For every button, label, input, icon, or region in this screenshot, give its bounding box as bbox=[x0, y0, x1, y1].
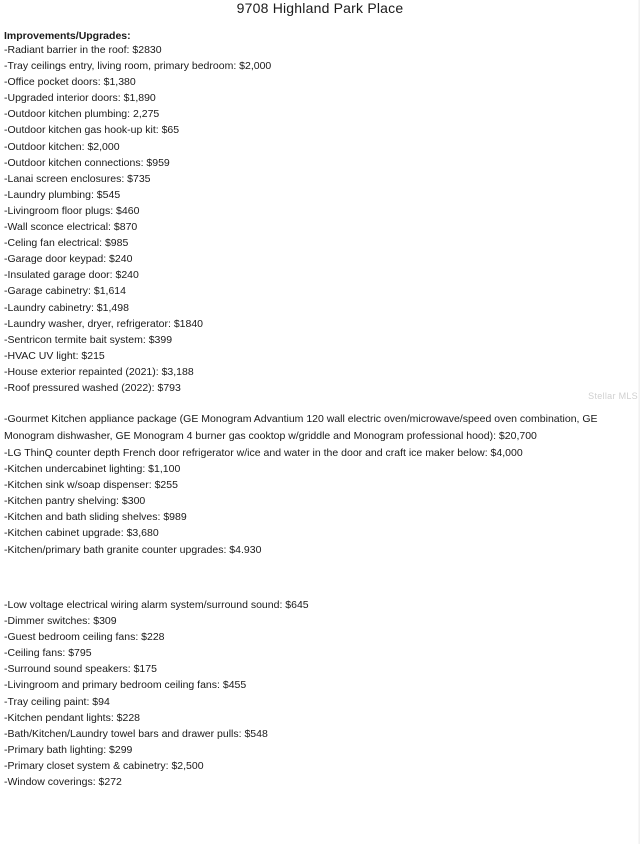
list-item: -Garage door keypad: $240 bbox=[4, 253, 133, 266]
list-item: -Kitchen sink w/soap dispenser: $255 bbox=[4, 479, 178, 492]
list-item: -House exterior repainted (2021): $3,188 bbox=[4, 365, 194, 378]
list-item: -Outdoor kitchen plumbing: 2,275 bbox=[4, 108, 160, 121]
improvements-list-general bbox=[4, 42, 271, 396]
list-item: -Kitchen cabinet upgrade: $3,680 bbox=[4, 527, 159, 540]
list-item: -Upgraded interior doors: $1,890 bbox=[4, 92, 156, 105]
list-item: -Dimmer switches: $309 bbox=[4, 615, 117, 628]
improvements-list-kitchen bbox=[4, 411, 604, 558]
list-item: -Kitchen pantry shelving: $300 bbox=[4, 495, 146, 508]
list-item: -Garage cabinetry: $1,614 bbox=[4, 285, 126, 298]
list-item: -Laundry washer, dryer, refrigerator: $1840 bbox=[4, 317, 204, 330]
list-item: -Primary bath lighting: $299 bbox=[4, 743, 133, 756]
list-item: -Guest bedroom ceiling fans: $228 bbox=[4, 631, 165, 644]
list-item: -Laundry plumbing: $545 bbox=[4, 188, 121, 201]
list-item: -Bath/Kitchen/Laundry towel bars and drawer pulls: $548 bbox=[4, 727, 268, 740]
list-item: -Livingroom and primary bedroom ceiling fans: $455 bbox=[4, 679, 247, 692]
list-item: -Insulated garage door: $240 bbox=[4, 269, 139, 282]
list-item: -Outdoor kitchen gas hook-up kit: $65 bbox=[4, 124, 180, 137]
list-item: -Surround sound speakers: $175 bbox=[4, 663, 157, 676]
list-item: -Radiant barrier in the roof: $2830 bbox=[4, 44, 162, 56]
list-item: -Sentricon termite bait system: $399 bbox=[4, 333, 173, 346]
list-item: -Kitchen and bath sliding shelves: $989 bbox=[4, 511, 187, 524]
list-item: -Kitchen pendant lights: $228 bbox=[4, 711, 141, 724]
page-title: 9708 Highland Park Place bbox=[236, 0, 404, 16]
list-item: -Laundry cabinetry: $1,498 bbox=[4, 301, 129, 314]
list-item: -Roof pressured washed (2022): $793 bbox=[4, 381, 181, 394]
section-heading: Improvements/Upgrades: bbox=[4, 30, 131, 42]
list-item: -LG ThinQ counter depth French door refrigerator w/ice and water in the door and craft ice maker below: $4,000 bbox=[4, 447, 523, 459]
list-item: -Wall sconce electrical: $870 bbox=[4, 221, 138, 234]
list-item: -Ceiling fans: $795 bbox=[4, 647, 92, 660]
improvements-list-electrical bbox=[4, 597, 309, 790]
list-item: -Tray ceilings entry, living room, primary bedroom: $2,000 bbox=[4, 60, 272, 73]
list-item: -Outdoor kitchen connections: $959 bbox=[4, 156, 170, 169]
list-item: -Celing fan electrical: $985 bbox=[4, 237, 129, 250]
list-item: -Livingroom floor plugs: $460 bbox=[4, 204, 140, 217]
list-item: -Lanai screen enclosures: $735 bbox=[4, 172, 151, 185]
list-item: -Kitchen undercabinet lighting: $1,100 bbox=[4, 463, 181, 476]
list-item: -Primary closet system & cabinetry: $2,500 bbox=[4, 759, 204, 772]
watermark: Stellar MLS bbox=[588, 391, 638, 401]
list-item: -Low voltage electrical wiring alarm system/surround sound: $645 bbox=[4, 599, 309, 611]
list-item: -Window coverings: $272 bbox=[4, 776, 122, 789]
list-item: -Gourmet Kitchen appliance package (GE Monogram Advantium 120 wall electric oven/microwave/speed oven combination, GE Monogram dishwasher, GE Monogram 4 burner gas cooktop w/griddle and Monogram professional hood): $20,700 bbox=[4, 413, 598, 442]
list-item: -Office pocket doors: $1,380 bbox=[4, 76, 136, 89]
list-item: -Tray ceiling paint: $94 bbox=[4, 695, 110, 708]
list-item: -HVAC UV light: $215 bbox=[4, 349, 105, 362]
list-item: -Outdoor kitchen: $2,000 bbox=[4, 140, 120, 153]
list-item: -Kitchen/primary bath granite counter upgrades: $4.930 bbox=[4, 543, 262, 556]
